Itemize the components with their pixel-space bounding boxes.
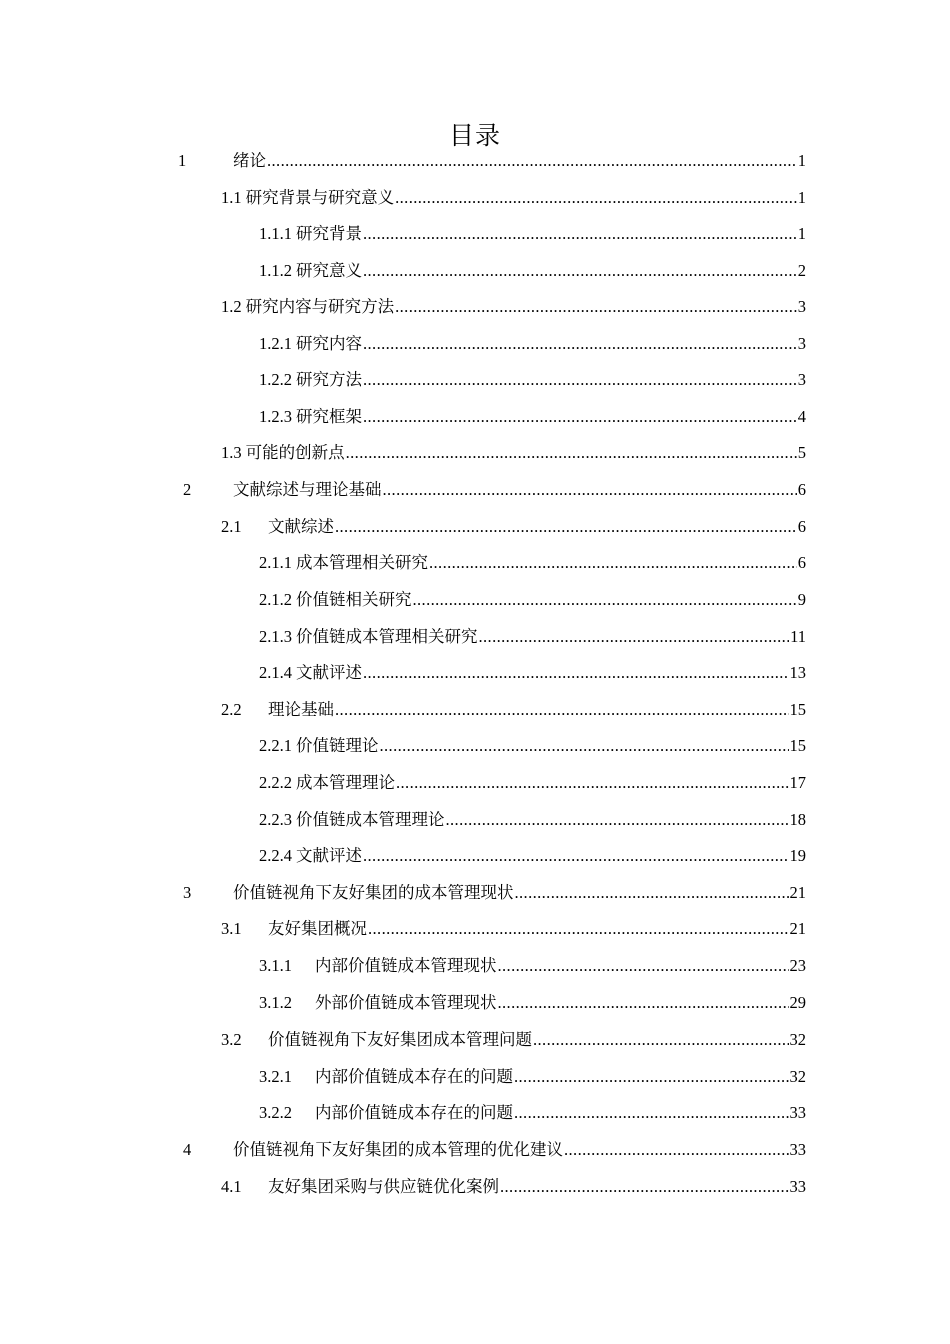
toc-dot-leader [514, 1065, 789, 1089]
toc-dot-leader [500, 1175, 789, 1199]
toc-entry-1-1[interactable] [221, 186, 806, 210]
toc-entry-1-2[interactable] [221, 295, 806, 319]
toc-entry-2-1-2[interactable] [259, 588, 806, 612]
toc-dot-leader [479, 625, 790, 649]
toc-entry-page: 5 [797, 443, 806, 462]
page-title: 目录 [448, 121, 501, 150]
toc-entry-page: 6 [797, 553, 806, 572]
toc-entry-1-2-3[interactable] [259, 405, 806, 429]
toc-entry-number: 4 [183, 1140, 192, 1159]
toc-entry-page: 33 [789, 1140, 806, 1159]
toc-entry-3-2-1[interactable] [259, 1065, 806, 1089]
toc-entry-2-1-3[interactable] [259, 625, 806, 649]
toc-dot-leader [368, 917, 789, 941]
toc-dot-leader [335, 698, 789, 722]
toc-dot-leader [446, 808, 789, 832]
toc-entry-3-1[interactable] [221, 917, 806, 941]
toc-entry-page: 3 [797, 370, 806, 389]
toc-entry-page: 2 [797, 261, 806, 280]
toc-entry-number: 3.1 [221, 919, 242, 938]
toc-entry-title: 研究内容与研究方法 [245, 297, 395, 316]
toc-entry-number: 2.1.4 [259, 663, 292, 682]
toc-dot-leader [533, 1028, 789, 1052]
toc-entry-title: 友好集团概况 [268, 919, 367, 938]
toc-entry-title: 文献综述 [268, 517, 334, 536]
toc-entry-3-2[interactable] [221, 1028, 806, 1052]
toc-entry-1-1-2[interactable] [259, 259, 806, 283]
toc-entry-page: 32 [789, 1030, 806, 1049]
toc-entry-title: 可能的创新点 [245, 443, 345, 462]
toc-dot-leader [380, 734, 789, 758]
toc-entry-4[interactable] [183, 1138, 806, 1162]
toc-entry-1-3[interactable] [221, 441, 806, 465]
toc-entry-title: 成本管理相关研究 [296, 553, 428, 572]
toc-entry-2-2-1[interactable] [259, 734, 806, 758]
toc-entry-page: 15 [789, 736, 806, 755]
toc-entry-number: 1.1.1 [259, 224, 292, 243]
toc-entry-number: 1.2.2 [259, 370, 292, 389]
toc-entry-page: 6 [797, 480, 806, 499]
toc-entry-page: 33 [789, 1103, 806, 1122]
toc-entry-page: 13 [789, 663, 806, 682]
toc-entry-number: 1.2.3 [259, 407, 292, 426]
toc-dot-leader [396, 771, 789, 795]
toc-entry-number: 3.2.1 [259, 1067, 292, 1086]
toc-entry-2[interactable] [183, 478, 806, 502]
toc-dot-leader [395, 186, 797, 210]
toc-entry-title: 成本管理理论 [296, 773, 395, 792]
toc-entry-title: 友好集团采购与供应链优化案例 [268, 1177, 499, 1196]
toc-entry-1-2-1[interactable] [259, 332, 806, 356]
toc-entry-number: 2.1.2 [259, 590, 292, 609]
toc-entry-number: 3.2.2 [259, 1103, 292, 1122]
toc-entry-page: 21 [789, 919, 806, 938]
toc-entry-page: 19 [789, 846, 806, 865]
toc-entry-number: 1.1.2 [259, 261, 292, 280]
toc-dot-leader [395, 295, 797, 319]
toc-dot-leader [363, 405, 797, 429]
toc-entry-number: 2.2.3 [259, 810, 292, 829]
toc-entry-2-1[interactable] [221, 515, 806, 539]
toc-entry-number: 2.2 [221, 700, 242, 719]
toc-dot-leader [383, 478, 797, 502]
toc-entry-title: 价值链理论 [296, 736, 379, 755]
toc-dot-leader [515, 881, 789, 905]
toc-entry-number: 1 [178, 151, 187, 170]
toc-entry-title: 价值链视角下友好集团的成本管理的优化建议 [233, 1140, 563, 1159]
toc-entry-2-2-2[interactable] [259, 771, 806, 795]
toc-dot-leader [429, 551, 797, 575]
toc-entry-title: 价值链视角下友好集团的成本管理现状 [233, 883, 514, 902]
toc-entry-2-2-4[interactable] [259, 844, 806, 868]
toc-entry-4-1[interactable] [221, 1175, 806, 1199]
toc-entry-title: 内部价值链成本存在的问题 [315, 1103, 513, 1122]
toc-entry-page: 1 [797, 188, 806, 207]
toc-entry-page: 17 [789, 773, 806, 792]
toc-entry-page: 21 [789, 883, 806, 902]
toc-entry-number: 2 [183, 480, 192, 499]
toc-entry-2-1-4[interactable] [259, 661, 806, 685]
toc-entry-3[interactable] [183, 881, 806, 905]
toc-dot-leader [346, 441, 797, 465]
toc-entry-number: 2.2.1 [259, 736, 292, 755]
toc-entry-2-2[interactable] [221, 698, 806, 722]
toc-entry-number: 2.2.4 [259, 846, 292, 865]
toc-entry-number: 2.1 [221, 517, 242, 536]
toc-entry-number: 1.2.1 [259, 334, 292, 353]
toc-entry-3-1-2[interactable] [259, 991, 806, 1015]
toc-entry-number: 4.1 [221, 1177, 242, 1196]
toc-entry-2-2-3[interactable] [259, 808, 806, 832]
toc-dot-leader [335, 515, 797, 539]
toc-entry-title: 研究内容 [296, 334, 362, 353]
toc-entry-3-2-2[interactable] [259, 1101, 806, 1125]
toc-entry-title: 内部价值链成本存在的问题 [315, 1067, 513, 1086]
toc-entry-page: 32 [789, 1067, 806, 1086]
toc-entry-title: 文献综述与理论基础 [233, 480, 382, 499]
toc-dot-leader [363, 259, 797, 283]
toc-dot-leader [363, 368, 797, 392]
toc-entry-title: 研究框架 [296, 407, 362, 426]
toc-entry-2-1-1[interactable] [259, 551, 806, 575]
toc-entry-title: 研究方法 [296, 370, 362, 389]
toc-dot-leader [498, 991, 789, 1015]
toc-entry-page: 15 [789, 700, 806, 719]
toc-entry-page: 3 [797, 334, 806, 353]
toc-dot-leader [564, 1138, 789, 1162]
toc-entry-3-1-1[interactable] [259, 954, 806, 978]
toc-entry-number: 1.1 [221, 188, 242, 207]
toc-entry-title: 研究意义 [296, 261, 362, 280]
toc-entry-number: 2.2.2 [259, 773, 292, 792]
toc-entry-title: 价值链相关研究 [296, 590, 412, 609]
toc-entry-page: 1 [797, 151, 806, 170]
toc-entry-number: 3.2 [221, 1030, 242, 1049]
toc-entry-title: 内部价值链成本管理现状 [315, 956, 497, 975]
toc-entry-1[interactable] [178, 149, 806, 173]
toc-entry-title: 绪论 [233, 151, 266, 170]
toc-entry-page: 11 [790, 627, 806, 646]
toc-entry-title: 价值链成本管理理论 [296, 810, 445, 829]
toc-entry-number: 1.3 [221, 443, 242, 462]
toc-entry-number: 3.1.1 [259, 956, 292, 975]
toc-entry-page: 3 [797, 297, 806, 316]
toc-dot-leader [363, 844, 789, 868]
toc-entry-title: 文献评述 [296, 846, 362, 865]
toc-entry-title: 价值链视角下友好集团成本管理问题 [268, 1030, 532, 1049]
toc-entry-page: 29 [789, 993, 806, 1012]
toc-entry-number: 3.1.2 [259, 993, 292, 1012]
toc-dot-leader [267, 149, 797, 173]
toc-dot-leader [498, 954, 789, 978]
toc-entry-title: 文献评述 [296, 663, 362, 682]
toc-entry-1-1-1[interactable] [259, 222, 806, 246]
toc-entry-title: 价值链成本管理相关研究 [296, 627, 478, 646]
toc-entry-title: 理论基础 [268, 700, 334, 719]
toc-entry-page: 9 [797, 590, 806, 609]
toc-dot-leader [514, 1101, 789, 1125]
toc-entry-title: 研究背景 [296, 224, 362, 243]
toc-entry-title: 研究背景与研究意义 [245, 188, 395, 207]
toc-entry-page: 4 [797, 407, 806, 426]
toc-dot-leader [413, 588, 797, 612]
toc-entry-number: 2.1.1 [259, 553, 292, 572]
toc-entry-title: 外部价值链成本管理现状 [315, 993, 497, 1012]
toc-entry-page: 6 [797, 517, 806, 536]
toc-entry-number: 2.1.3 [259, 627, 292, 646]
toc-entry-page: 1 [797, 224, 806, 243]
toc-dot-leader [363, 222, 797, 246]
toc-entry-page: 23 [789, 956, 806, 975]
toc-dot-leader [363, 332, 797, 356]
toc-dot-leader [363, 661, 789, 685]
toc-entry-number: 1.2 [221, 297, 242, 316]
toc-entry-page: 18 [789, 810, 806, 829]
toc-entry-1-2-2[interactable] [259, 368, 806, 392]
toc-entry-number: 3 [183, 883, 192, 902]
toc-entry-page: 33 [789, 1177, 806, 1196]
